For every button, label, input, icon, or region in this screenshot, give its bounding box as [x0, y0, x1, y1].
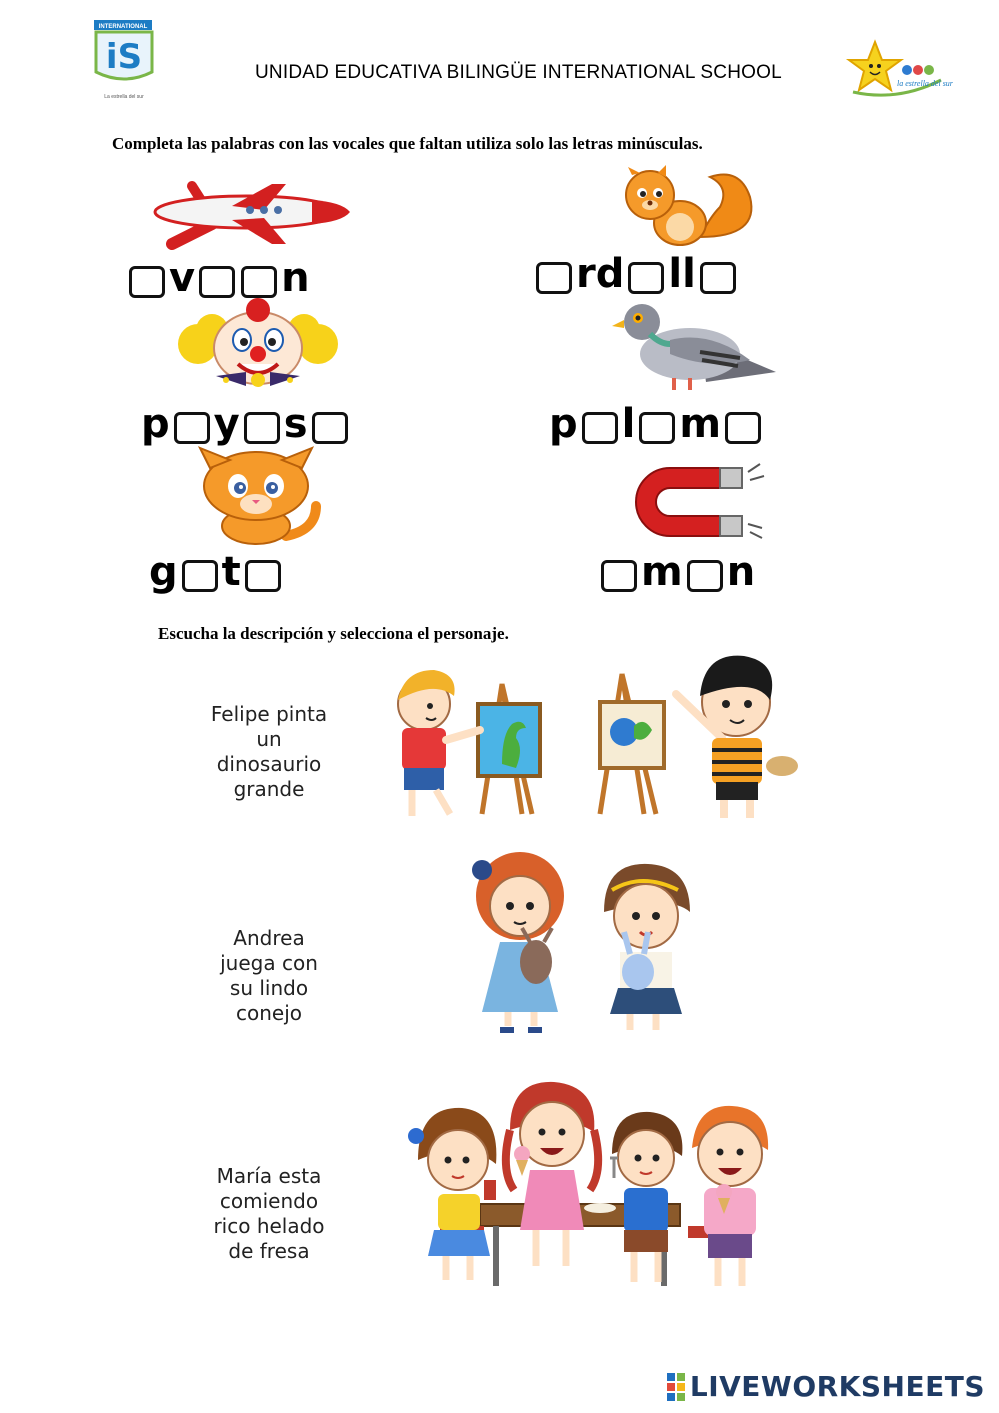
airplane-image	[152, 176, 352, 248]
svg-text:La estrella del sur: La estrella del sur	[104, 94, 144, 100]
letter: m	[641, 549, 683, 595]
vowel-input[interactable]	[199, 266, 235, 298]
word-paloma	[548, 400, 764, 447]
vowel-input[interactable]	[700, 262, 736, 294]
word-avion	[126, 254, 311, 301]
letter: p	[141, 401, 170, 447]
word-iman	[598, 548, 756, 595]
vowel-input[interactable]	[241, 266, 277, 298]
vowel-input[interactable]	[244, 412, 280, 444]
letter: l	[621, 401, 636, 447]
letter: y	[213, 401, 240, 447]
letter: g	[149, 549, 178, 595]
word-payaso	[140, 400, 351, 447]
boy-with-ice-cream-option[interactable]	[682, 1100, 778, 1296]
description-maria: María esta comiendo rico helado de fresa	[213, 1164, 325, 1263]
girl-with-bunny-option[interactable]	[590, 860, 698, 1036]
letter: rd	[576, 251, 625, 297]
girl-with-reindeer-option[interactable]	[460, 846, 580, 1036]
vowel-input[interactable]	[312, 412, 348, 444]
liveworksheets-brand: LIVEWORKSHEETS	[689, 1370, 985, 1403]
squirrel-image	[610, 165, 760, 250]
pigeon-image	[610, 300, 780, 392]
word-ardilla	[533, 250, 739, 297]
boy-painting-dinosaur-option[interactable]	[372, 664, 562, 828]
letter: v	[169, 255, 196, 301]
boy-painting-landscape-option[interactable]	[586, 654, 800, 826]
instruction-select-character: Escucha la descripción y selecciona el personaje.	[158, 624, 509, 643]
vowel-input[interactable]	[628, 262, 664, 294]
girl-with-drink-option[interactable]	[404, 1100, 504, 1290]
instruction-complete-words: Completa las palabras con las vocales que faltan utiliza solo las letras minúsculas.	[112, 134, 703, 153]
liveworksheets-icon	[667, 1373, 685, 1401]
letter: n	[726, 549, 756, 595]
vowel-input[interactable]	[687, 560, 723, 592]
liveworksheets-logo	[667, 1370, 985, 1403]
vowel-input[interactable]	[601, 560, 637, 592]
magnet-image	[620, 458, 770, 538]
letter: t	[221, 549, 241, 595]
letter: p	[549, 401, 578, 447]
letter: ll	[668, 251, 696, 297]
school-title: UNIDAD EDUCATIVA BILINGÜE INTERNATIONAL SCHOOL	[255, 62, 782, 83]
letter: m	[679, 401, 722, 447]
vowel-input[interactable]	[639, 412, 675, 444]
description-andrea: Andrea juega con su lindo conejo	[220, 926, 318, 1025]
girl-with-strawberry-ice-cream-option[interactable]	[500, 1080, 604, 1276]
letter: s	[283, 401, 308, 447]
vowel-input[interactable]	[536, 262, 572, 294]
description-felipe: Felipe pinta un dinosaurio grande	[210, 702, 328, 801]
svg-text:la estrella del sur: la estrella del sur	[897, 79, 953, 88]
star-logo	[845, 38, 953, 102]
vowel-input[interactable]	[245, 560, 281, 592]
word-gato	[148, 548, 284, 595]
vowel-input[interactable]	[182, 560, 218, 592]
clown-image	[176, 300, 340, 392]
svg-text:iS: iS	[105, 37, 143, 77]
letter: n	[281, 255, 310, 301]
girl-with-fork-option[interactable]	[600, 1108, 690, 1292]
vowel-input[interactable]	[129, 266, 165, 298]
vowel-input[interactable]	[174, 412, 210, 444]
svg-text:INTERNATIONAL: INTERNATIONAL	[98, 24, 148, 30]
vowel-input[interactable]	[725, 412, 761, 444]
school-logo	[92, 18, 156, 102]
cat-image	[186, 446, 326, 546]
vowel-input[interactable]	[582, 412, 618, 444]
